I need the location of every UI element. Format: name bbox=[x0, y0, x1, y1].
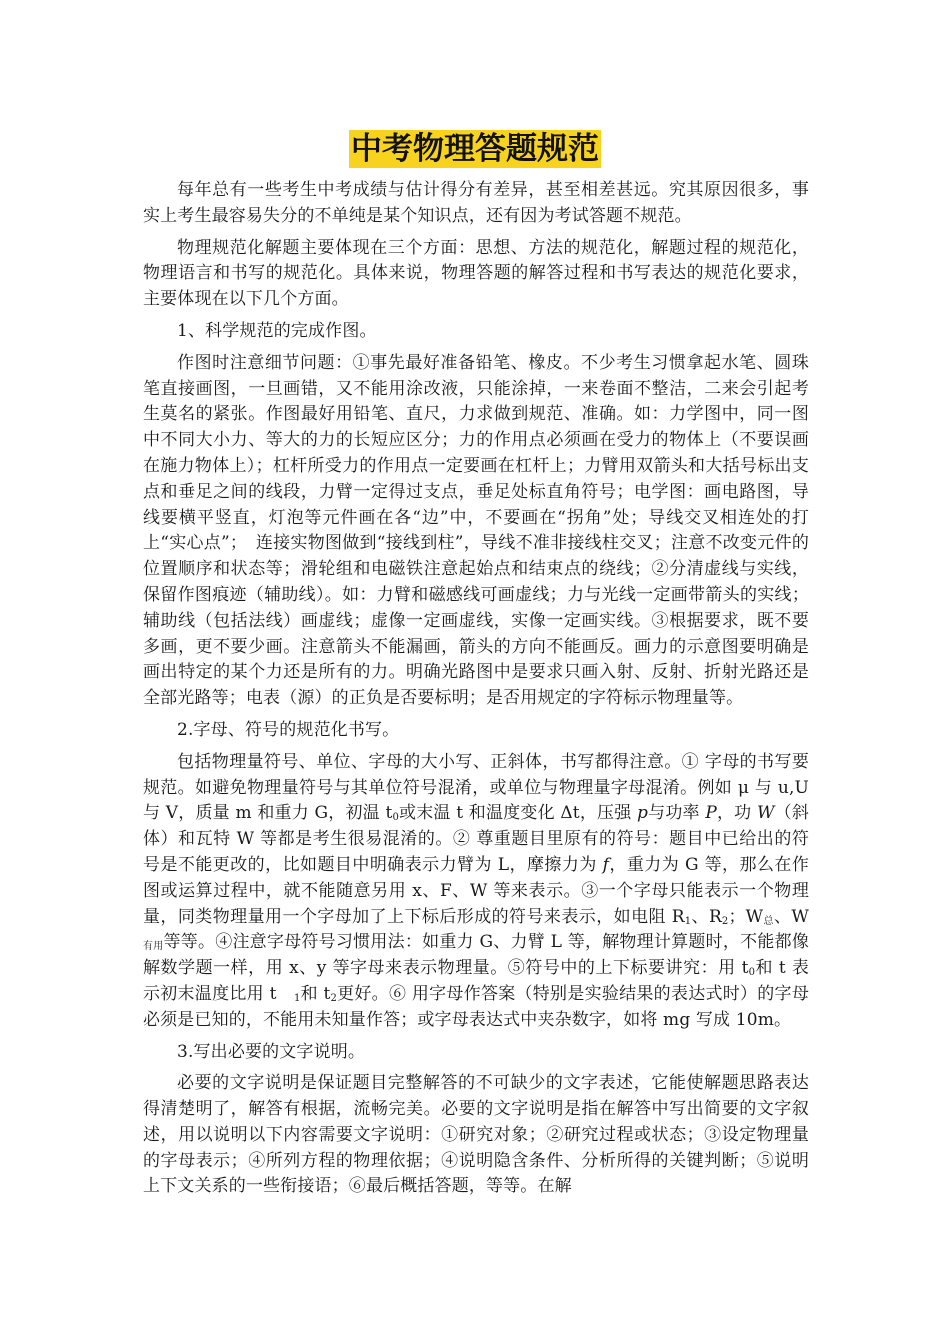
subscript: 1 bbox=[684, 915, 692, 927]
text-run: 包括物理量符号、单位、字母的大小写、正斜体，书写都得注意。① 字母的书写要规范。如避免物理量符号与其单位符号混淆，或单位与物理量字母混淆。例如 μ 与 u,U 与 V，质量 m 和重力 G，初温 t bbox=[143, 751, 809, 824]
text-run: 或末温 t 和温度变化 Δt，压强 bbox=[398, 803, 638, 824]
subscript: 0 bbox=[392, 812, 399, 824]
section-2-heading: 2.字母、符号的规范化书写。 bbox=[177, 719, 400, 740]
intro-paragraph-1: 每年总有一些考生中考成绩与估计得分有差异，甚至相差甚远。究其原因很多，事实上考生最容易失分的不单纯是某个知识点，还有因为考试答题不规范。 bbox=[143, 180, 809, 226]
subscript: 1 bbox=[293, 992, 301, 1004]
text-run: 和 t bbox=[300, 983, 331, 1004]
section-1-heading: 1、科学规范的完成作图。 bbox=[177, 320, 377, 341]
page-title: 中考物理答题规范 bbox=[351, 131, 599, 167]
subscript: 0 bbox=[748, 967, 756, 979]
subscript: 2 bbox=[330, 992, 338, 1004]
text-run: ，重力为 G 等，那么在作图或运算过程中，就不能随意另用 x、F、W 等来表示。③一个字母只能表示一个物理量，同类物理量用一个字母加了上下标后形成的符号来表示，如电阻 R bbox=[143, 854, 810, 927]
text-run: ，功 bbox=[716, 803, 757, 824]
section-2-body bbox=[143, 750, 809, 1034]
italic-symbol: P bbox=[705, 803, 717, 824]
subscript: 有用 bbox=[143, 941, 164, 953]
title-container bbox=[0, 130, 950, 168]
section-1-body: 作图时注意细节问题：①事先最好准备铅笔、橡皮。不少考生习惯拿起水笔、圆珠笔直接画图，一旦画错，又不能用涂改液，只能涂掉，一来卷面不整洁，二来会引起考生莫名的紧张。作图最好用铅笔、直尺，力求做到规范、准确。如：力学图中，同一图中不同大小力、等大的力的长短应区分；力的作用点必须画在受力的物体上（不要误画在施力物体上）；杠杆所受力的作用点一定要画在杠杆上；力臂用双箭头和大括号标出支点和垂足之间的线段，力臂一定得过支点，垂足处标直角符号；电学图：画电路图，导线要横平竖直，灯泡等元件画在各“边”中，不要画在“拐角”处；导线交叉相连处的打上“实心点”； 连接实物图做到“接线到柱”，导线不准非接线柱交叉；注意不改变元件的位置顺序和状态等；滑轮组和电磁铁注意起始点和结束点的绕线；②分清虚线与实线，保留作图痕迹（辅助线）。如：力臂和磁感线可画虚线；力与光线一定画带箭头的实线；辅助线（包括法线）画虚线；虚像一定画虚线，实像一定画实线。③根据要求，既不要多画，更不要少画。注意箭头不能漏画，箭头的方向不能画反。画力的示意图要明确是画出特定的某个力还是所有的力。明确光路图中是要求只画入射、反射、折射光路还是全部光路等；电表（源）的正负是否要标明；是否用规定的字符标示物理量等。 bbox=[143, 352, 809, 709]
text-run: 、W bbox=[773, 906, 809, 927]
subscript: 总 bbox=[763, 915, 774, 927]
text-run: ；W bbox=[728, 906, 764, 927]
intro-paragraph-2: 物理规范化解题主要体现在三个方面：思想、方法的规范化，解题过程的规范化，物理语言和书写的规范化。具体来说，物理答题的解答过程和书写表达的规范化要求，主要体现在以下几个方面。 bbox=[143, 237, 809, 310]
subscript: 2 bbox=[721, 915, 729, 927]
text-run: 更好。⑥ 用字母作答案（特别是实验结果的表达式时）的字母必须是已知的，不能用未知量作答；或字母表达式中夹杂数字，如将 mg 写成 10m。 bbox=[143, 983, 809, 1030]
section-3-heading: 3.写出必要的文字说明。 bbox=[177, 1041, 366, 1062]
text-run: 等等。④注意字母符号习惯用法：如重力 G、力臂 L 等，解物理计算题时，不能都像解数学题一样，用 x、y 等字母来表示物理量。⑤符号中的上下标要讲究：用 t bbox=[143, 932, 809, 979]
text-run: （斜体）和瓦特 W 等都是考生很易混淆的。② 尊重题目里原有的符号：题目中已给出的符号是不能更改的，比如题目中明确表示力臂为 L，摩擦力为 bbox=[143, 803, 809, 875]
text-run: 、R bbox=[691, 906, 722, 927]
section-3-body: 必要的文字说明是保证题目完整解答的不可缺少的文字表述，它能使解题思路表达得清楚明了，解答有根据，流畅完美。必要的文字说明是指在解答中写出简要的文字叙述，用以说明以下内容需要文字说明：①研究对象；②研究过程或状态；③设定物理量的字母表示；④所列方程的物理依据；④说明隐含条件、分析所得的关键判断；⑤说明上下文关系的一些衔接语；⑥最后概括答题，等等。在解 bbox=[143, 1073, 809, 1197]
italic-symbol: f bbox=[602, 854, 610, 875]
article-body bbox=[143, 178, 809, 1206]
italic-symbol: p bbox=[637, 803, 649, 824]
text-run: 与功率 bbox=[648, 803, 706, 824]
italic-symbol: W bbox=[756, 803, 775, 824]
text-run: 和 t 表示初末温度比用 t bbox=[143, 958, 809, 1004]
